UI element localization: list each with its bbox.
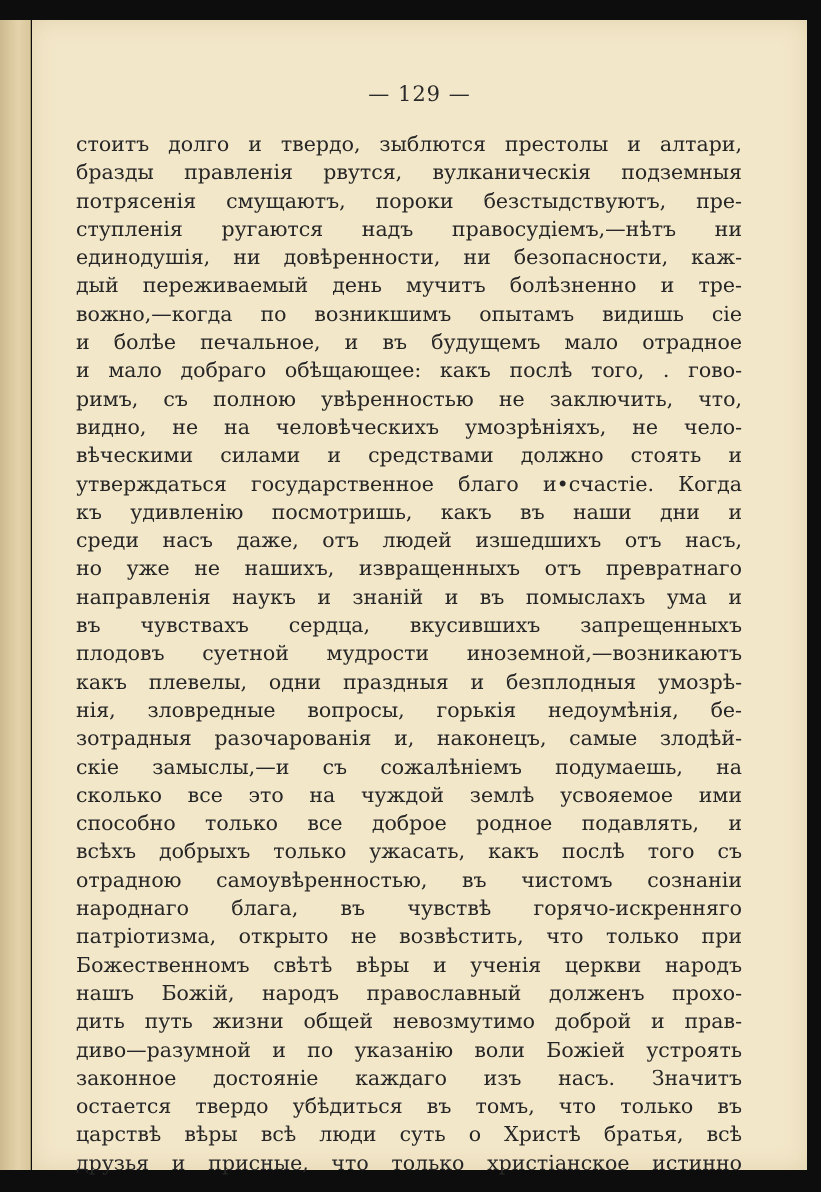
text-line: утверждаться государственное благо и•счастіе. Когда bbox=[76, 471, 742, 496]
text-line: въ чувствахъ сердца, вкусившихъ запрещенныхъ bbox=[76, 613, 742, 638]
text-line: вожно,—когда по возникшимъ опытамъ видишь сіе bbox=[76, 301, 742, 326]
text-line: законное достояніе каждаго изъ насъ. Значитъ bbox=[76, 1065, 742, 1090]
text-line: но уже не нашихъ, извращенныхъ отъ превратнаго bbox=[76, 556, 742, 581]
text-line: римъ, съ полною увѣренностью не заключить, что, bbox=[76, 386, 742, 411]
page-number: — 129 — bbox=[368, 82, 471, 106]
text-line: патріотизма, открыто не возвѣстить, что только при bbox=[76, 924, 742, 949]
text-line: стоитъ долго и твердо, зыблются престолы и алтари, bbox=[76, 132, 742, 156]
text-line: нашъ Божій, народъ православный долженъ прохо- bbox=[76, 980, 742, 1005]
text-line: и болѣе печальное, и въ будущемъ мало отрадное bbox=[76, 330, 742, 355]
text-line: какъ плевелы, одни праздныя и безплодныя умозрѣ- bbox=[76, 669, 742, 694]
text-line: зотрадныя разочарованія и, наконецъ, самые злодѣй- bbox=[76, 726, 742, 751]
text-line: отрадною самоувѣренностью, въ чистомъ сознаніи bbox=[76, 867, 742, 892]
text-line: направленія наукъ и знаній и въ помыслахъ ума и bbox=[76, 584, 742, 609]
text-line: единодушія, ни довѣренности, ни безопасности, каж- bbox=[76, 245, 742, 270]
text-line: среди насъ даже, отъ людей изшедшихъ отъ насъ, bbox=[76, 528, 742, 553]
text-line: къ удивленію посмотришь, какъ въ наши дни и bbox=[76, 499, 742, 524]
text-line: всѣхъ добрыхъ только ужасать, какъ послѣ того съ bbox=[76, 839, 742, 864]
text-line: нія, зловредные вопросы, горькія недоумѣнія, бе- bbox=[76, 697, 742, 722]
previous-page-edge bbox=[0, 20, 31, 1170]
text-line: потрясенія смущаютъ, пороки безстыдствуютъ, пре- bbox=[76, 188, 742, 213]
text-line: Божественномъ свѣтѣ вѣры и ученія церкви народъ bbox=[76, 952, 742, 977]
text-line: вѣческими силами и средствами должно стоять и bbox=[76, 443, 742, 468]
text-line: способно только все доброе родное подавлять, и bbox=[76, 811, 742, 836]
text-line: царствѣ вѣры всѣ люди суть о Христѣ братья, всѣ bbox=[76, 1122, 742, 1147]
text-line: и мало добраго обѣщающее: какъ послѣ того, . гово- bbox=[76, 358, 742, 383]
text-line: народнаго блага, въ чувствѣ горячо-искренняго bbox=[76, 896, 742, 921]
text-line: ступленія ругаются надъ правосудіемъ,—нѣтъ ни bbox=[76, 216, 742, 241]
text-line: плодовъ суетной мудрости иноземной,—возникаютъ bbox=[76, 641, 742, 666]
text-line: скіе замыслы,—и съ сожалѣніемъ подумаешь, на bbox=[76, 754, 742, 779]
body-text bbox=[76, 130, 742, 1177]
text-line: дый переживаемый день мучитъ болѣзненно и тре- bbox=[76, 273, 742, 298]
book-page bbox=[32, 20, 807, 1175]
text-line: друзья и присные, что только христіанское истинно bbox=[76, 1150, 742, 1175]
text-line: дить путь жизни общей невозмутимо доброй и прав- bbox=[76, 1009, 742, 1034]
text-line: остается твердо убѣдиться въ томъ, что только въ bbox=[76, 1094, 742, 1119]
text-line: сколько все это на чуждой землѣ усвояемое ими bbox=[76, 782, 742, 807]
text-line: видно, не на человѣческихъ умозрѣніяхъ, не чело- bbox=[76, 414, 742, 439]
text-line: диво—разумной и по указанію воли Божіей устроять bbox=[76, 1037, 742, 1062]
text-line: бразды правленія рвутся, вулканическія подземныя bbox=[76, 160, 742, 185]
